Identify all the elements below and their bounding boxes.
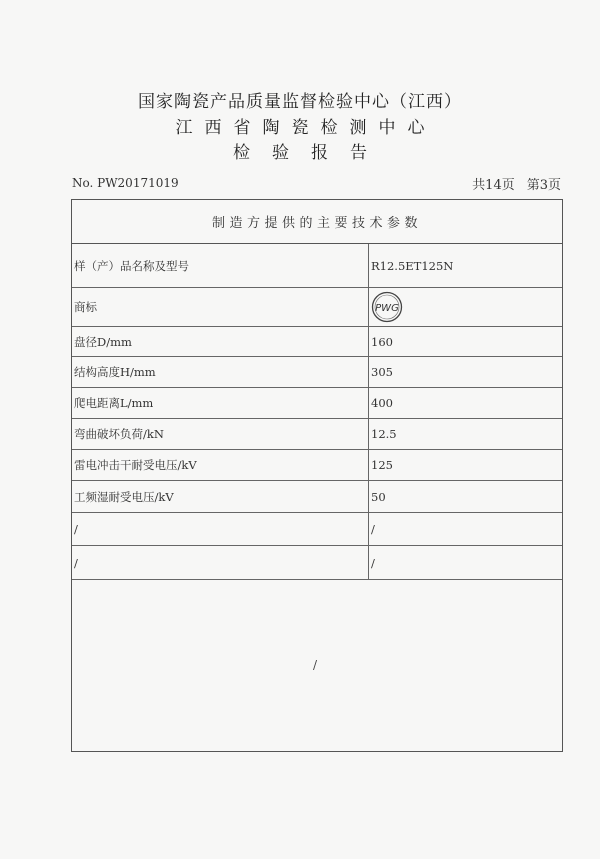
table-row [72,288,562,327]
row-value: 400 [368,388,562,418]
blank-slash-mark: / [313,658,318,672]
table-row [72,388,562,419]
table-title: 制造方提供的主要技术参数 [72,200,562,244]
row-label: 盘径D/mm [74,334,132,349]
row-value: 125 [368,450,562,480]
table-row [72,244,562,288]
row-value-trademark [368,288,562,326]
row-label: / [74,555,78,570]
report-title: 检验报告 [233,143,389,163]
row-value: 305 [368,357,562,387]
row-label: 弯曲破坏负荷/kN [74,427,164,441]
report-number: No. PW20171019 [72,176,179,190]
svg-text:PWG: PWG [375,303,399,314]
page-indicator [472,174,561,193]
row-label: 雷电冲击干耐受电压/kV [74,458,197,472]
row-value: 160 [368,327,562,356]
row-label: 工频湿耐受电压/kV [74,489,174,504]
table-row [72,327,562,357]
blank-remarks-area [72,580,562,751]
row-value: R12.5ET125N [368,244,562,287]
row-label: 结构高度H/mm [74,365,156,379]
row-value: 50 [368,481,562,512]
table-row [72,546,562,580]
row-value: 12.5 [368,419,562,449]
row-label: 样（产）品名称及型号 [74,258,189,273]
row-label: 商标 [74,300,97,314]
current-page: 第3页 [526,178,561,193]
row-value: / [368,546,562,579]
table-row [72,513,562,546]
row-label: 爬电距离L/mm [74,396,154,410]
table-row [72,450,562,481]
total-pages: 共14页 [472,178,515,193]
row-value: / [368,513,562,545]
table-row [72,481,562,513]
institution-title: 国家陶瓷产品质量监督检验中心（江西） [138,92,462,112]
row-label: / [74,522,78,536]
table-row [72,357,562,388]
center-title: 江西省陶瓷检测中心 [175,118,437,138]
table-row [72,419,562,450]
technical-parameters-table [71,199,563,752]
pwg-logo-icon [371,291,403,323]
